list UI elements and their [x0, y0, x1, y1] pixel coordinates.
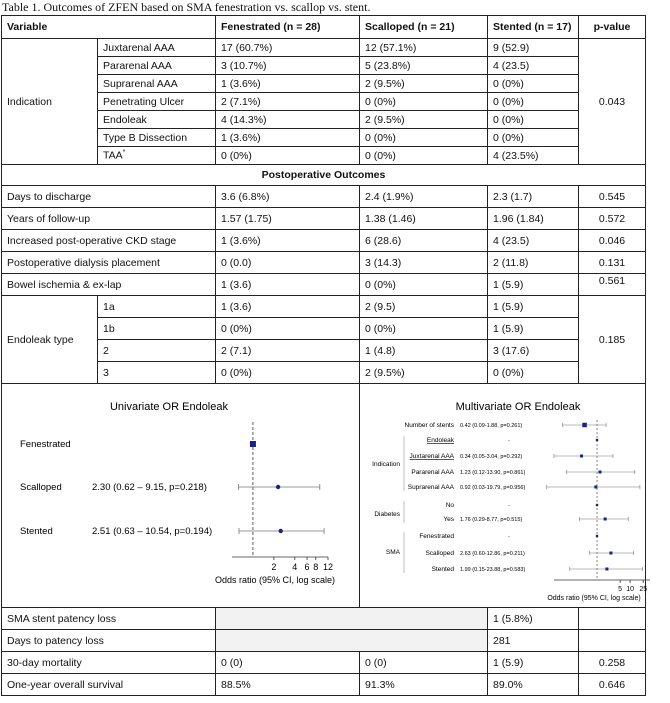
row-label: 2	[98, 340, 216, 362]
header-fenestrated: Fenestrated (n = 28)	[216, 16, 360, 39]
cell-pvalue: 0.046	[579, 230, 646, 252]
cell-fenestrated: 1 (3.6)	[216, 274, 360, 296]
estimate-label: 0.42 (0.09-1.88, p=0.261)	[460, 423, 523, 429]
row-label: Pararenal AAA	[98, 57, 216, 75]
estimate-label: 2.30 (0.62 – 9.15, p=0.218)	[92, 482, 207, 493]
cell-scalloped: 0 (0)	[360, 652, 488, 674]
cell-pvalue: 0.545	[579, 186, 646, 208]
row-label	[98, 147, 216, 165]
table-caption: Table 1. Outcomes of ZFEN based on SMA fenestration vs. scallop vs. stent.	[2, 0, 371, 14]
multivariate-forest-plot	[360, 384, 670, 604]
table-row	[2, 230, 646, 252]
estimate-label: 0.92 (0.03-19.79, p=0.956)	[460, 485, 526, 491]
cell-fenestrated: 4 (14.3%)	[216, 111, 360, 129]
cell-fenestrated: 1 (3.6%)	[216, 75, 360, 93]
x-axis-label: Odds ratio (95% CI, log scale)	[547, 595, 641, 602]
cell-pvalue: 0.572	[579, 208, 646, 230]
row-label: 3	[98, 362, 216, 384]
cell-stented: 1.96 (1.84)	[488, 208, 579, 230]
cell-pvalue: 0.258	[579, 652, 646, 674]
row-label: Scalloped	[20, 482, 62, 493]
row-label: Stented	[431, 566, 454, 573]
empty-cell	[216, 608, 488, 630]
row-label: SMA stent patency loss	[2, 608, 216, 630]
row-label: Fenestrated	[20, 439, 71, 450]
point-estimate	[582, 423, 587, 428]
table-row	[2, 93, 646, 111]
row-label: Endoleak	[426, 437, 454, 444]
cell-stented: 1 (5.9)	[488, 318, 579, 340]
cell-pvalue: 0.131	[579, 252, 646, 274]
cell-pvalue: 0.646	[579, 674, 646, 696]
header-stented: Stented (n = 17)	[488, 16, 579, 39]
cell-pvalue	[579, 630, 646, 652]
outcomes-table	[1, 15, 646, 696]
taa-footnote-mark: *	[122, 149, 126, 157]
table-row	[2, 274, 646, 296]
univariate-forest-plot	[2, 384, 336, 604]
row-label: Stented	[20, 526, 53, 537]
cell-scalloped: 0 (0%)	[360, 147, 488, 165]
cell-fenestrated: 1 (3.6%)	[216, 129, 360, 147]
estimate-label: 1.76 (0.29-8.77, p=0.515)	[460, 517, 523, 523]
cell-scalloped: 2 (9.5)	[360, 296, 488, 318]
row-label: One-year overall survival	[2, 674, 216, 696]
indication-label: Indication	[2, 39, 98, 165]
estimate-label: -	[508, 438, 510, 444]
header-scalloped: Scalloped (n = 21)	[360, 16, 488, 39]
cell-scalloped: 91.3%	[360, 674, 488, 696]
table-row	[2, 39, 646, 57]
cell-scalloped: 2 (9.5%)	[360, 111, 488, 129]
cell-scalloped: 5 (23.8%)	[360, 57, 488, 75]
cell-stented: 4 (23.5)	[488, 230, 579, 252]
row-label: Fenestrated	[419, 533, 454, 540]
group-label: Diabetes	[374, 511, 400, 518]
univariate-figure-cell	[2, 384, 360, 608]
empty-cell	[216, 630, 488, 652]
table-row	[2, 318, 646, 340]
header-variable: Variable	[2, 16, 216, 39]
point-estimate	[596, 439, 598, 441]
cell-scalloped: 2 (9.5%)	[360, 362, 488, 384]
pvalue-text: 0.561	[598, 274, 626, 287]
cell-scalloped: 2 (9.5%)	[360, 75, 488, 93]
row-label: Penetrating Ulcer	[98, 93, 216, 111]
row-label: Scalloped	[425, 550, 454, 557]
cell-stented: 0 (0%)	[488, 75, 579, 93]
postop-section-title: Postoperative Outcomes	[2, 165, 646, 186]
row-label: Endoleak	[98, 111, 216, 129]
cell-fenestrated: 3.6 (6.8%)	[216, 186, 360, 208]
group-label: Indication	[372, 461, 400, 468]
table-row	[2, 111, 646, 129]
point-estimate	[604, 518, 607, 521]
cell-fenestrated: 1 (3.6%)	[216, 230, 360, 252]
row-label: Number of stents	[404, 422, 454, 429]
row-label: Bowel ischemia & ex-lap	[2, 274, 216, 296]
cell-pvalue	[579, 608, 646, 630]
row-label: 1a	[98, 296, 216, 318]
point-estimate	[580, 455, 583, 458]
cell-scalloped: 1 (4.8)	[360, 340, 488, 362]
cell-stented: 0 (0%)	[488, 111, 579, 129]
taa-label: TAA	[103, 149, 123, 162]
cell-fenestrated: 17 (60.7%)	[216, 39, 360, 57]
cell-scalloped: 6 (28.6)	[360, 230, 488, 252]
estimate-label: 1.99 (0.15-23.88, p=0.583)	[460, 567, 526, 573]
cell-fenestrated: 0 (0%)	[216, 362, 360, 384]
cell-fenestrated: 3 (10.7%)	[216, 57, 360, 75]
cell-fenestrated: 0 (0)	[216, 652, 360, 674]
table-row	[2, 630, 646, 652]
cell-scalloped: 0 (0%)	[360, 129, 488, 147]
cell-stented: 1 (5.9)	[488, 274, 579, 296]
table-row	[2, 186, 646, 208]
table-row	[2, 57, 646, 75]
estimate-label: 1.23 (0.12-13.90, p=0.861)	[460, 470, 526, 476]
point-estimate	[594, 486, 597, 489]
x-tick-label: 4	[292, 562, 298, 572]
point-estimate	[276, 485, 280, 489]
chart-title: Univariate OR Endoleak	[109, 401, 229, 413]
header-pvalue: p-value	[579, 16, 646, 39]
point-estimate	[596, 535, 598, 537]
table-row	[2, 340, 646, 362]
cell-scalloped: 0 (0%)	[360, 318, 488, 340]
cell-fenestrated: 1 (3.6)	[216, 296, 360, 318]
cell-scalloped: 0 (0%)	[360, 274, 488, 296]
point-estimate	[596, 504, 598, 506]
cell-stented: 89.0%	[488, 674, 579, 696]
row-label: Juxtarenal AAA	[98, 39, 216, 57]
estimate-label: 0.34 (0.05-3.04, p=0.292)	[460, 454, 523, 460]
cell-stented: 0 (0%)	[488, 93, 579, 111]
row-label: 1b	[98, 318, 216, 340]
cell-fenestrated: 0 (0%)	[216, 318, 360, 340]
group-label: SMA	[385, 549, 400, 556]
cell-stented: 0 (0%)	[488, 129, 579, 147]
point-estimate	[250, 441, 256, 447]
cell-fenestrated: 2 (7.1%)	[216, 93, 360, 111]
row-label: Suprarenal AAA	[407, 484, 454, 491]
cell-scalloped: 12 (57.1%)	[360, 39, 488, 57]
cell-pvalue	[579, 274, 646, 296]
row-label: Type B Dissection	[98, 129, 216, 147]
estimate-label: 2.51 (0.63 – 10.54, p=0.194)	[92, 526, 213, 537]
row-label: Increased post-operative CKD stage	[2, 230, 216, 252]
point-estimate	[609, 552, 612, 555]
cell-scalloped: 0 (0%)	[360, 93, 488, 111]
cell-scalloped: 2.4 (1.9%)	[360, 186, 488, 208]
row-label: Postoperative dialysis placement	[2, 252, 216, 274]
row-label: Days to discharge	[2, 186, 216, 208]
x-tick-label: 10	[626, 586, 634, 593]
section-header-row	[2, 165, 646, 186]
table-row	[2, 674, 646, 696]
cell-stented: 4 (23.5%)	[488, 147, 579, 165]
row-label: Yes	[443, 516, 454, 523]
chart-title: Multivariate OR Endoleak	[455, 401, 581, 413]
point-estimate	[279, 529, 283, 533]
row-label: Years of follow-up	[2, 208, 216, 230]
table-row	[2, 362, 646, 384]
cell-stented: 3 (17.6)	[488, 340, 579, 362]
cell-stented: 281	[488, 630, 579, 652]
x-axis-label: Odds ratio (95% CI, log scale)	[214, 575, 336, 585]
cell-scalloped: 3 (14.3)	[360, 252, 488, 274]
indication-pvalue: 0.043	[579, 39, 646, 165]
cell-stented: 1 (5.8%)	[488, 608, 579, 630]
table-row	[2, 652, 646, 674]
row-label: 30-day mortality	[2, 652, 216, 674]
cell-scalloped: 1.38 (1.46)	[360, 208, 488, 230]
table-row	[2, 252, 646, 274]
cell-fenestrated: 0 (0.0)	[216, 252, 360, 274]
estimate-label: -	[508, 503, 510, 509]
row-label: Suprarenal AAA	[98, 75, 216, 93]
endoleak-pvalue: 0.185	[579, 296, 646, 384]
figure-row	[2, 384, 646, 608]
estimate-label: -	[508, 534, 510, 540]
multivariate-figure-cell	[360, 384, 646, 608]
cell-fenestrated: 88.5%	[216, 674, 360, 696]
endoleak-type-label: Endoleak type	[2, 296, 98, 384]
table-row	[2, 75, 646, 93]
x-tick-label: 12	[322, 562, 334, 572]
table-row	[2, 608, 646, 630]
row-label: No	[445, 502, 454, 509]
x-tick-label: 25	[639, 586, 648, 593]
cell-stented: 1 (5.9)	[488, 652, 579, 674]
cell-stented: 0 (0%)	[488, 362, 579, 384]
x-tick-label: 5	[618, 586, 623, 593]
row-label: Juxtarenal AAA	[409, 453, 454, 460]
row-label: Pararenal AAA	[411, 469, 454, 476]
cell-stented: 1 (5.9)	[488, 296, 579, 318]
estimate-label: 2.63 (0.60-12.86, p=0.211)	[460, 551, 525, 557]
cell-fenestrated: 0 (0%)	[216, 147, 360, 165]
cell-fenestrated: 1.57 (1.75)	[216, 208, 360, 230]
cell-fenestrated: 2 (7.1)	[216, 340, 360, 362]
point-estimate	[598, 471, 601, 474]
table-row	[2, 296, 646, 318]
table-row	[2, 147, 646, 165]
x-tick-label: 2	[271, 562, 277, 572]
x-tick-label: 8	[313, 562, 319, 572]
cell-stented: 4 (23.5)	[488, 57, 579, 75]
row-label: Days to patency loss	[2, 630, 216, 652]
point-estimate	[605, 568, 608, 571]
cell-stented: 2.3 (1.7)	[488, 186, 579, 208]
header-row	[2, 16, 646, 39]
cell-stented: 9 (52.9)	[488, 39, 579, 57]
table-row	[2, 129, 646, 147]
cell-stented: 2 (11.8)	[488, 252, 579, 274]
x-tick-label: 6	[304, 562, 310, 572]
table-row	[2, 208, 646, 230]
